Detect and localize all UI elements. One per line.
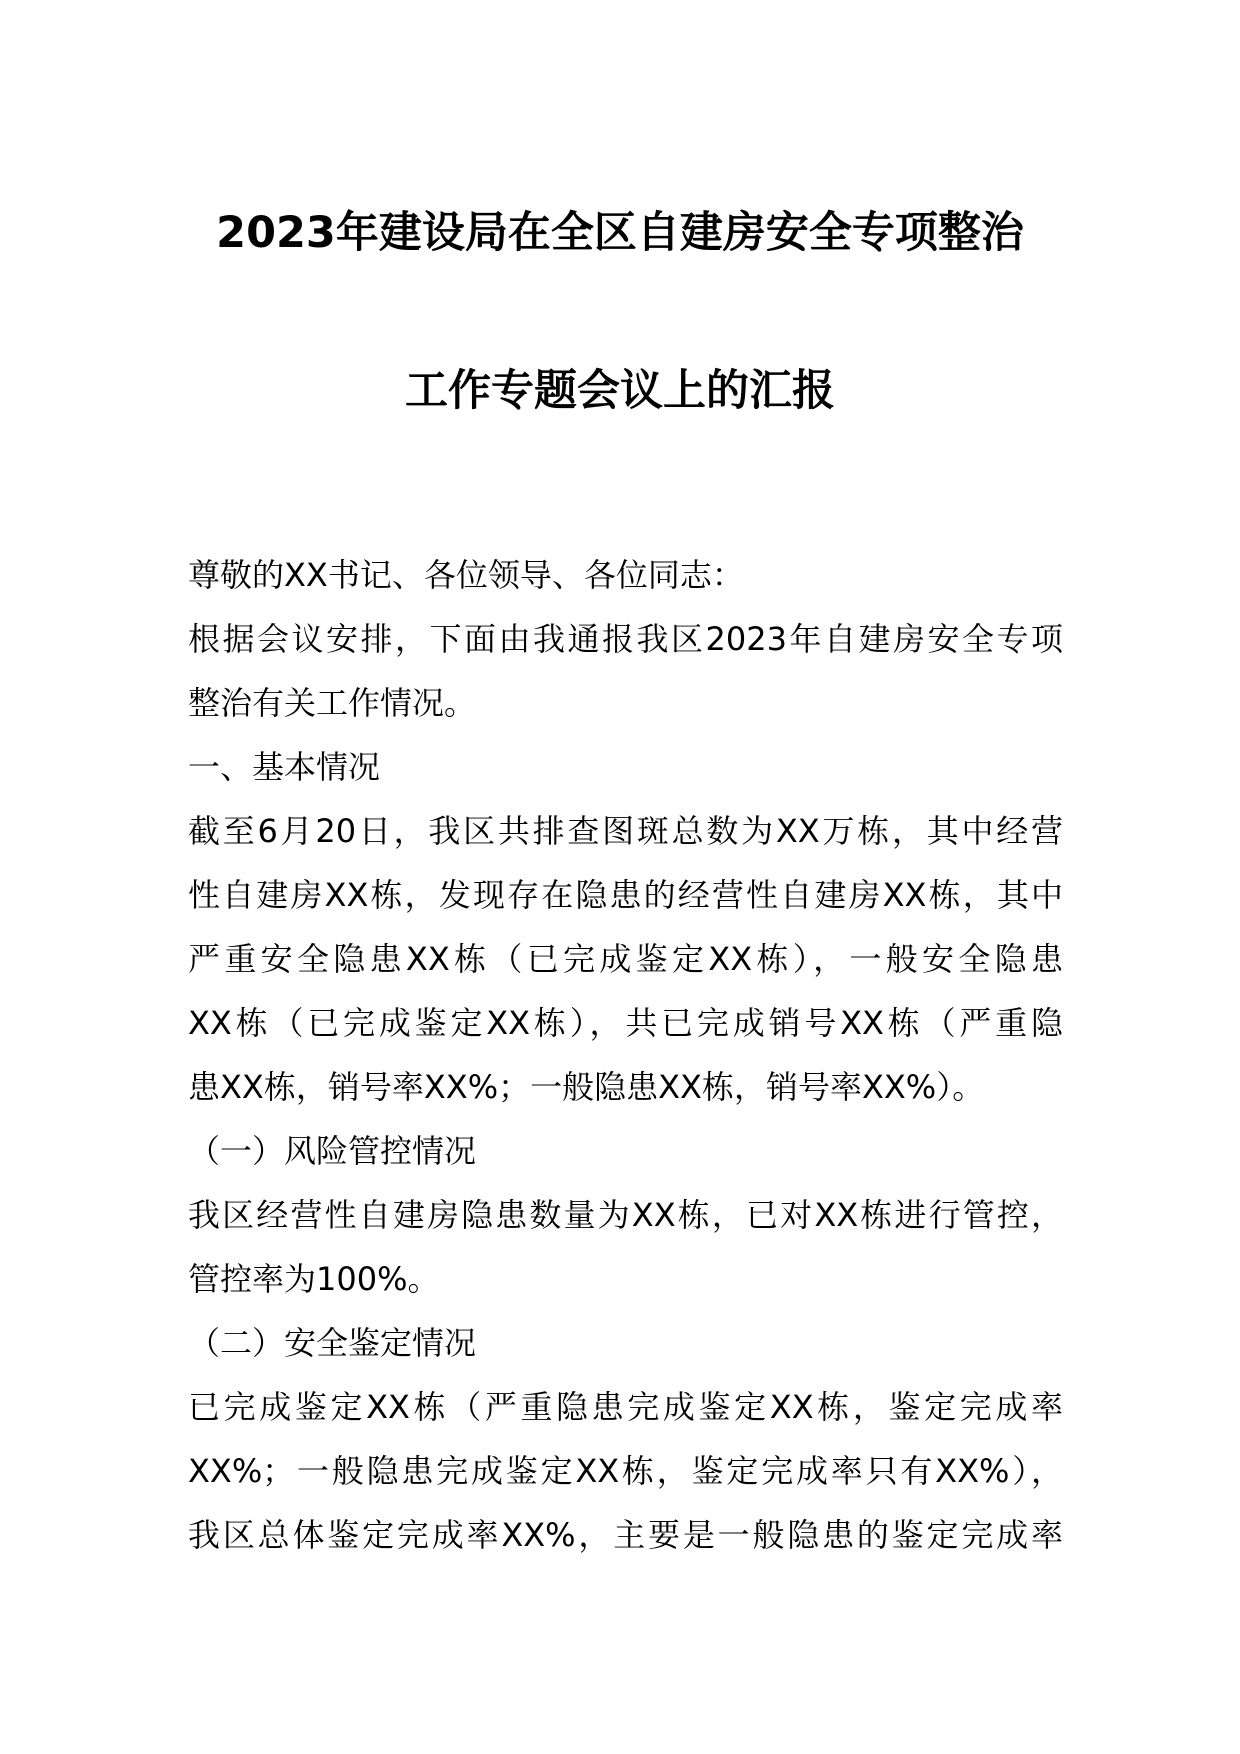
paragraph-line: 截至6月20日，我区共排查图斑总数为XX万栋，其中经营 [188,812,1063,850]
paragraph-line: XX栋（已完成鉴定XX栋），共已完成销号XX栋（严重隐 [188,1004,1063,1042]
salutation: 尊敬的XX书记、各位领导、各位同志： [188,556,744,594]
paragraph-line: 整治有关工作情况。 [188,684,477,722]
paragraph-line: 患XX栋，销号率XX%；一般隐患XX栋，销号率XX%）。 [188,1068,985,1106]
paragraph-line: 我区总体鉴定完成率XX%，主要是一般隐患的鉴定完成率 [188,1516,1063,1554]
document-title-line-1: 2023年建设局在全区自建房安全专项整治 [216,208,1024,258]
paragraph-line: XX%；一般隐患完成鉴定XX栋，鉴定完成率只有XX%）， [188,1452,1063,1490]
section-heading: 一、基本情况 [188,748,381,786]
paragraph-line: 已完成鉴定XX栋（严重隐患完成鉴定XX栋，鉴定完成率 [188,1388,1063,1426]
subsection-heading: （一）风险管控情况 [188,1132,477,1170]
subsection-heading: （二）安全鉴定情况 [188,1324,477,1362]
paragraph-line: 根据会议安排，下面由我通报我区2023年自建房安全专项 [188,620,1063,658]
paragraph-line: 性自建房XX栋，发现存在隐患的经营性自建房XX栋，其中 [188,876,1063,914]
paragraph-line: 管控率为100%。 [188,1260,440,1298]
paragraph-line: 我区经营性自建房隐患数量为XX栋，已对XX栋进行管控， [188,1196,1063,1234]
document-title-line-2: 工作专题会议上的汇报 [405,366,835,416]
paragraph-line: 严重安全隐患XX栋（已完成鉴定XX栋），一般安全隐患 [188,940,1063,978]
